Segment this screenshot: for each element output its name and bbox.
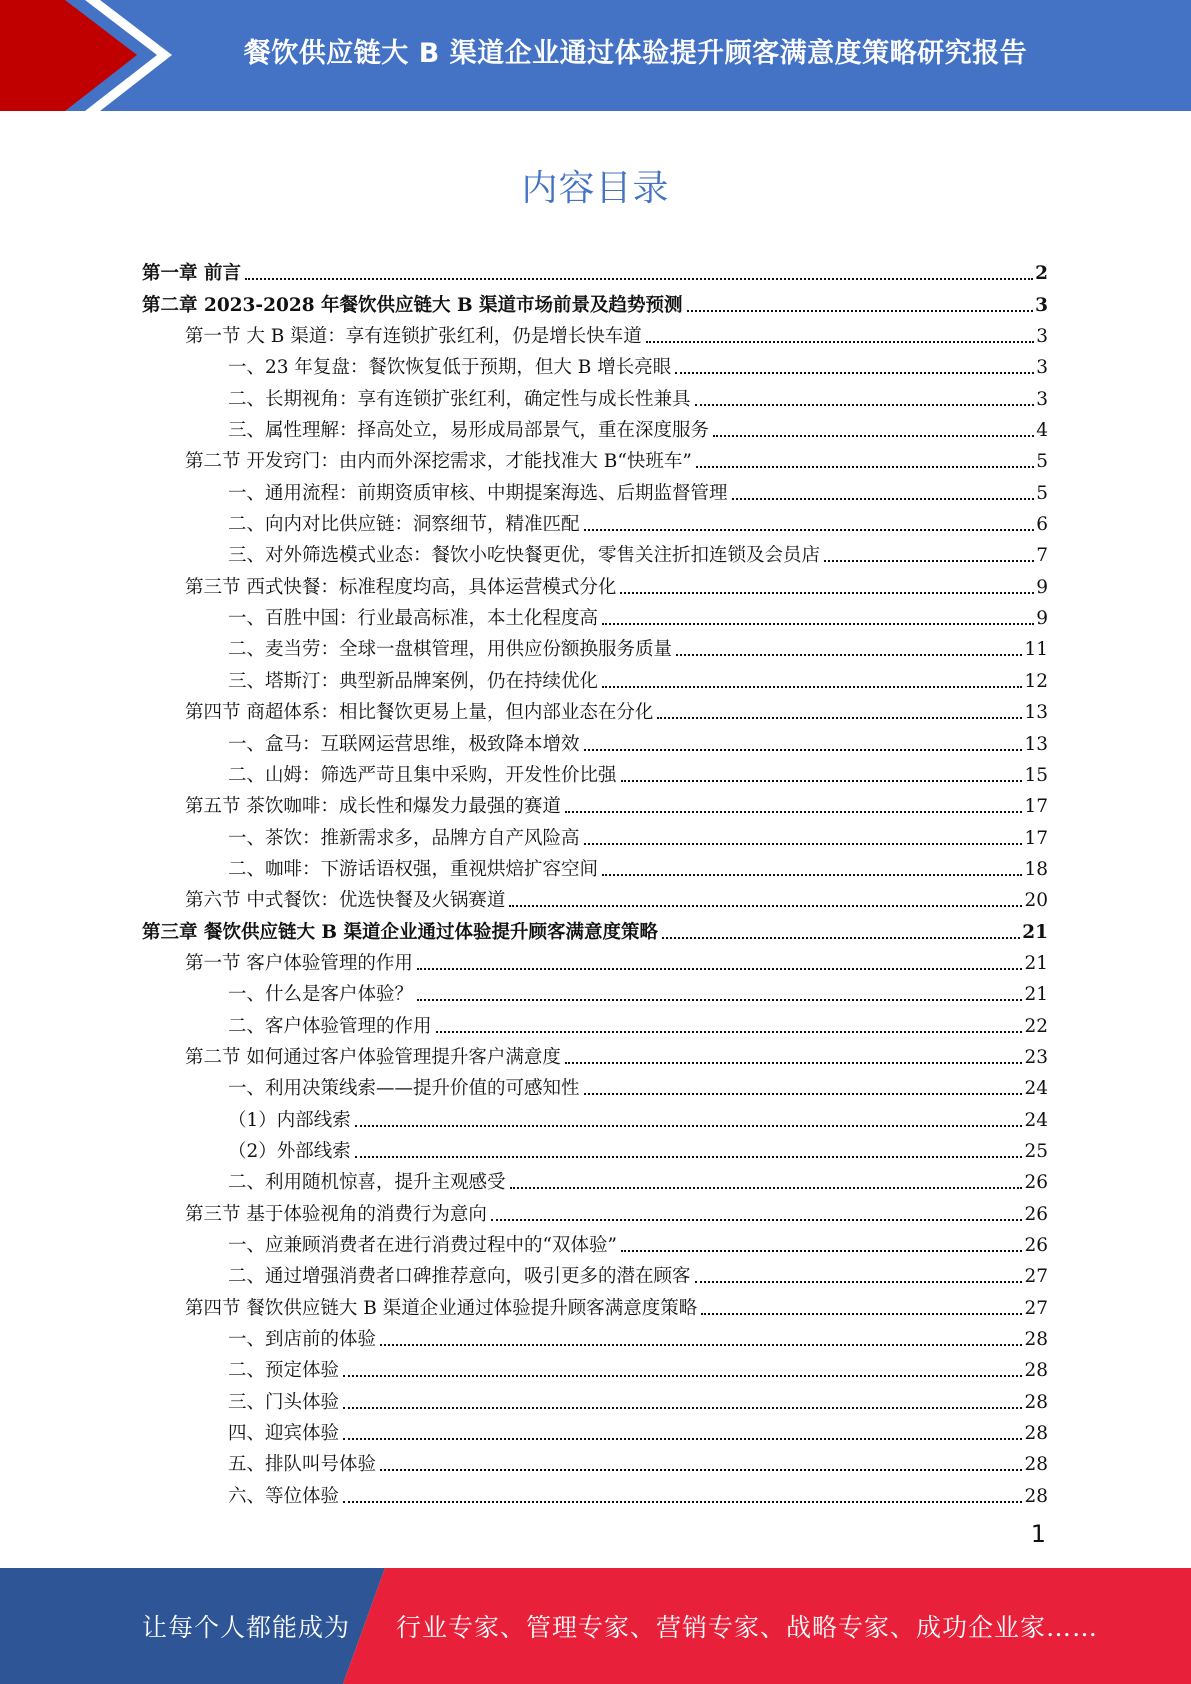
toc-dot-leader xyxy=(380,1344,1022,1346)
toc-entry-page: 7 xyxy=(1036,545,1048,567)
toc-dot-leader xyxy=(646,341,1034,343)
toc-entry-title: 三、对外筛选模式业态：餐饮小吃快餐更优，零售关注折扣连锁及会员店 xyxy=(228,545,821,567)
toc-dot-leader xyxy=(343,1407,1022,1409)
toc-dot-leader xyxy=(675,372,1034,374)
toc-dot-leader xyxy=(343,1438,1022,1440)
toc-entry-page: 4 xyxy=(1036,420,1048,442)
toc-dot-leader xyxy=(491,1219,1023,1221)
toc-entry-page: 20 xyxy=(1024,890,1048,912)
toc-entry-title: 六、等位体验 xyxy=(228,1485,340,1507)
toc-entry-page: 13 xyxy=(1024,702,1048,724)
toc-entry-title: 第三章 餐饮供应链大 B 渠道企业通过体验提升顾客满意度策略 xyxy=(142,921,658,943)
toc-entry-page: 28 xyxy=(1024,1423,1048,1445)
toc-entry[interactable] xyxy=(142,1445,1048,1476)
toc-entry-title: 一、利用决策线索——提升价值的可感知性 xyxy=(228,1078,580,1100)
toc-entry[interactable] xyxy=(142,818,1048,849)
toc-entry-title: 第三节 西式快餐：标准程度均高，具体运营模式分化 xyxy=(185,576,617,598)
toc-entry-title: 二、预定体验 xyxy=(228,1360,340,1382)
toc-entry-page: 24 xyxy=(1024,1078,1048,1100)
toc-entry[interactable] xyxy=(142,505,1048,536)
toc-entry-title: 第四节 商超体系：相比餐饮更易上量，但内部业态在分化 xyxy=(185,702,654,724)
toc-entry-title: （2）外部线索 xyxy=(228,1140,351,1162)
toc-entry-title: 第一节 大 B 渠道：享有连锁扩张红利，仍是增长快车道 xyxy=(185,326,642,348)
toc-entry[interactable] xyxy=(142,285,1048,316)
toc-entry[interactable] xyxy=(142,317,1048,348)
toc-entry-page: 26 xyxy=(1024,1172,1048,1194)
toc-entry[interactable] xyxy=(142,1006,1048,1037)
toc-entry[interactable] xyxy=(142,850,1048,881)
toc-entry[interactable] xyxy=(142,693,1048,724)
toc-dot-leader xyxy=(584,529,1035,531)
toc-dot-leader xyxy=(676,654,1022,656)
toc-entry[interactable] xyxy=(142,1414,1048,1445)
toc-entry-title: 三、塔斯汀：典型新品牌案例，仍在持续优化 xyxy=(228,670,599,692)
toc-entry-page: 3 xyxy=(1035,294,1048,316)
toc-dot-leader xyxy=(380,1469,1022,1471)
toc-dot-leader xyxy=(436,1031,1023,1033)
toc-entry-page: 6 xyxy=(1036,514,1048,536)
toc-entry-title: 第四节 餐饮供应链大 B 渠道企业通过体验提升顾客满意度策略 xyxy=(185,1297,698,1319)
footer-banner xyxy=(0,1568,1191,1684)
toc-entry[interactable] xyxy=(142,1132,1048,1163)
toc-entry-page: 23 xyxy=(1024,1046,1048,1068)
toc-entry-title: 二、咖啡：下游话语权强，重视烘焙扩容空间 xyxy=(228,858,599,880)
toc-entry-title: 第五节 茶饮咖啡：成长性和爆发力最强的赛道 xyxy=(185,796,561,818)
toc-entry[interactable] xyxy=(142,254,1048,285)
toc-entry[interactable] xyxy=(142,630,1048,661)
toc-entry-page: 28 xyxy=(1024,1454,1048,1476)
toc-entry[interactable] xyxy=(142,1163,1048,1194)
toc-entry-page: 3 xyxy=(1036,357,1048,379)
toc-dot-leader xyxy=(695,404,1035,406)
toc-dot-leader xyxy=(824,560,1034,562)
toc-entry-title: 二、麦当劳：全球一盘棋管理，用供应份额换服务质量 xyxy=(228,639,673,661)
toc-entry-title: 一、23 年复盘：餐饮恢复低于预期，但大 B 增长亮眼 xyxy=(228,357,672,379)
toc-dot-leader xyxy=(602,874,1022,876)
toc-entry-page: 21 xyxy=(1024,984,1048,1006)
toc-entry-title: 一、茶饮：推新需求多，品牌方自产风险高 xyxy=(228,827,580,849)
toc-entry-page: 9 xyxy=(1036,576,1048,598)
toc-entry[interactable] xyxy=(142,536,1048,567)
toc-entry-title: 二、利用随机惊喜，提升主观感受 xyxy=(228,1172,506,1194)
toc-entry[interactable] xyxy=(142,1194,1048,1225)
toc-dot-leader xyxy=(343,1375,1022,1377)
toc-entry[interactable] xyxy=(142,912,1048,943)
toc-dot-leader xyxy=(417,968,1023,970)
footer-slogan-left: 让每个人都能成为 xyxy=(142,1613,351,1642)
toc-dot-leader xyxy=(510,1187,1023,1189)
toc-heading: 内容目录 xyxy=(521,168,670,209)
toc-entry-page: 24 xyxy=(1024,1109,1048,1131)
toc-dot-leader xyxy=(621,780,1023,782)
toc-entry[interactable] xyxy=(142,348,1048,379)
toc-entry-page: 5 xyxy=(1036,451,1048,473)
toc-entry-page: 17 xyxy=(1024,796,1048,818)
toc-entry-title: 二、山姆：筛选严苛且集中采购，开发性价比强 xyxy=(228,764,617,786)
report-title: 餐饮供应链大 B 渠道企业通过体验提升顾客满意度策略研究报告 xyxy=(243,37,1028,69)
toc-entry[interactable] xyxy=(142,1288,1048,1319)
toc-entry-title: 第二节 如何通过客户体验管理提升客户满意度 xyxy=(185,1046,561,1068)
toc-entry-page: 27 xyxy=(1024,1266,1048,1288)
toc-entry-page: 28 xyxy=(1024,1485,1048,1507)
toc-dot-leader xyxy=(695,1281,1023,1283)
toc-entry[interactable] xyxy=(142,1038,1048,1069)
toc-entry[interactable] xyxy=(142,1100,1048,1131)
toc-entry-title: 三、门头体验 xyxy=(228,1391,340,1413)
toc-entry-page: 28 xyxy=(1024,1391,1048,1413)
toc-entry-page: 26 xyxy=(1024,1235,1048,1256)
toc-entry-title: 第六节 中式餐饮：优选快餐及火锅赛道 xyxy=(185,890,506,912)
toc-entry-page: 28 xyxy=(1024,1360,1048,1382)
toc-entry[interactable] xyxy=(142,944,1048,975)
toc-entry[interactable] xyxy=(142,379,1048,410)
toc-dot-leader xyxy=(662,937,1020,939)
toc-dot-leader xyxy=(621,1250,1023,1252)
toc-entry-title: 第二章 2023-2028 年餐饮供应链大 B 渠道市场前景及趋势预测 xyxy=(142,294,683,316)
toc-dot-leader xyxy=(732,498,1035,500)
toc-entry-title: （1）内部线索 xyxy=(228,1109,351,1131)
toc-dot-leader xyxy=(602,686,1022,688)
toc-dot-leader xyxy=(417,999,1022,1001)
toc-entry[interactable] xyxy=(142,1476,1048,1507)
toc-entry[interactable] xyxy=(142,599,1048,630)
toc-entry-title: 四、迎宾体验 xyxy=(228,1423,340,1445)
toc-entry-page: 11 xyxy=(1024,639,1048,661)
toc-dot-leader xyxy=(602,623,1034,625)
toc-dot-leader xyxy=(565,1062,1023,1064)
toc-dot-leader xyxy=(355,1125,1023,1127)
toc-entry[interactable] xyxy=(142,1351,1048,1382)
toc-entry[interactable] xyxy=(142,724,1048,755)
toc-entry-page: 21 xyxy=(1022,921,1048,943)
toc-entry-title: 一、什么是客户体验？ xyxy=(228,984,414,1006)
toc-entry-page: 26 xyxy=(1024,1203,1048,1225)
toc-entry-title: 第三节 基于体验视角的消费行为意向 xyxy=(185,1203,487,1225)
toc-entry[interactable] xyxy=(142,442,1048,473)
toc-entry-page: 9 xyxy=(1036,608,1048,630)
toc-entry-title: 第二节 开发窍门：由内而外深挖需求，才能找准大 B“快班车” xyxy=(185,451,692,473)
toc-dot-leader xyxy=(509,905,1022,907)
toc-dot-leader xyxy=(696,466,1034,468)
toc-entry-page: 28 xyxy=(1024,1329,1048,1351)
toc-entry-page: 27 xyxy=(1024,1297,1048,1319)
toc-entry-title: 二、客户体验管理的作用 xyxy=(228,1015,432,1037)
toc-entry-title: 一、盒马：互联网运营思维，极致降本增效 xyxy=(228,733,580,755)
toc-entry[interactable] xyxy=(142,1226,1048,1257)
toc-dot-leader xyxy=(620,592,1034,594)
toc-entry[interactable] xyxy=(142,473,1048,504)
toc-entry[interactable] xyxy=(142,756,1048,787)
footer-slogan-right: 行业专家、管理专家、营销专家、战略专家、成功企业家…… xyxy=(396,1613,1099,1642)
toc-entry-page: 21 xyxy=(1024,952,1048,974)
toc-dot-leader xyxy=(687,310,1034,312)
toc-entry-title: 一、百胜中国：行业最高标准，本土化程度高 xyxy=(228,608,599,630)
toc-entry-title: 二、通过增强消费者口碑推荐意向，吸引更多的潜在顾客 xyxy=(228,1266,691,1288)
toc-entry-page: 15 xyxy=(1024,764,1048,786)
toc-entry-page: 22 xyxy=(1024,1015,1048,1037)
table-of-contents xyxy=(142,254,1048,1508)
toc-dot-leader xyxy=(584,749,1023,751)
toc-entry-page: 5 xyxy=(1036,482,1048,504)
toc-dot-leader xyxy=(584,1093,1023,1095)
toc-dot-leader xyxy=(657,717,1022,719)
toc-entry-page: 18 xyxy=(1024,858,1048,880)
toc-entry-page: 25 xyxy=(1024,1140,1048,1162)
toc-entry-title: 二、向内对比供应链：洞察细节，精准匹配 xyxy=(228,514,580,536)
toc-entry[interactable] xyxy=(142,1257,1048,1288)
toc-dot-leader xyxy=(713,435,1034,437)
toc-entry[interactable] xyxy=(142,1069,1048,1100)
toc-entry-title: 一、应兼顾消费者在进行消费过程中的“双体验” xyxy=(228,1235,617,1256)
header-banner xyxy=(0,0,1191,111)
toc-entry-title: 三、属性理解：择高处立，易形成局部景气，重在深度服务 xyxy=(228,420,710,442)
toc-dot-leader xyxy=(701,1313,1022,1315)
toc-entry-title: 第一章 前言 xyxy=(142,263,241,285)
page-number: 1 xyxy=(1030,1520,1046,1548)
toc-dot-leader xyxy=(343,1501,1022,1503)
toc-entry[interactable] xyxy=(142,661,1048,692)
toc-entry-page: 12 xyxy=(1024,670,1048,692)
toc-entry-title: 二、长期视角：享有连锁扩张红利，确定性与成长性兼具 xyxy=(228,388,691,410)
toc-entry[interactable] xyxy=(142,787,1048,818)
toc-entry[interactable] xyxy=(142,411,1048,442)
toc-dot-leader xyxy=(355,1156,1023,1158)
toc-dot-leader xyxy=(565,811,1023,813)
toc-entry-title: 第一节 客户体验管理的作用 xyxy=(185,952,413,974)
toc-entry[interactable] xyxy=(142,567,1048,598)
toc-entry-title: 一、到店前的体验 xyxy=(228,1329,377,1351)
toc-entry[interactable] xyxy=(142,881,1048,912)
toc-entry-page: 3 xyxy=(1036,388,1048,410)
toc-dot-leader xyxy=(245,278,1033,280)
toc-entry[interactable] xyxy=(142,975,1048,1006)
toc-entry-page: 2 xyxy=(1035,263,1048,285)
toc-entry-title: 五、排队叫号体验 xyxy=(228,1454,377,1476)
toc-entry-title: 一、通用流程：前期资质审核、中期提案海选、后期监督管理 xyxy=(228,482,728,504)
toc-entry[interactable] xyxy=(142,1382,1048,1413)
toc-entry[interactable] xyxy=(142,1320,1048,1351)
toc-entry-page: 3 xyxy=(1036,326,1048,348)
toc-entry-page: 17 xyxy=(1024,827,1048,849)
toc-entry-page: 13 xyxy=(1024,733,1048,755)
toc-dot-leader xyxy=(584,843,1023,845)
